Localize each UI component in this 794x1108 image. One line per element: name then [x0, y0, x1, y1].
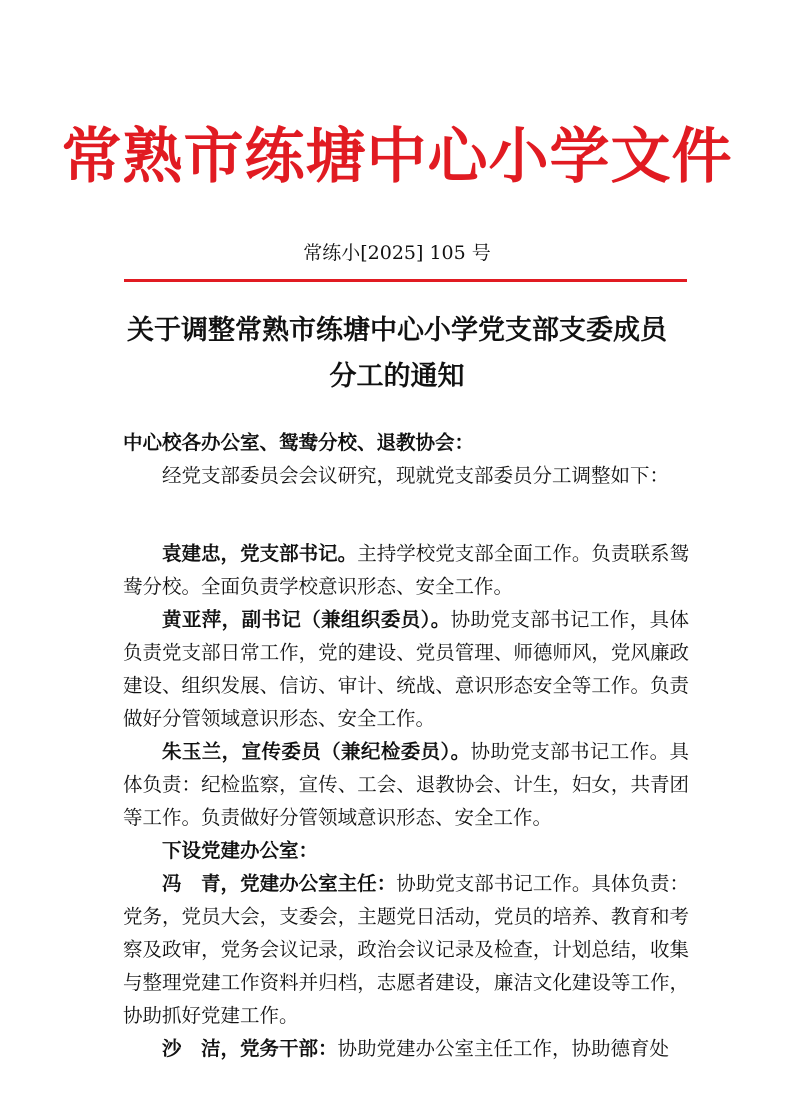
office-member-name-role-2: 沙 洁，党务干部：	[162, 1037, 338, 1060]
sub-office-heading: 下设党建办公室：	[162, 839, 319, 862]
member-name-role-2: 黄亚萍，副书记（兼组织委员）。	[162, 608, 451, 631]
notice-title	[60, 308, 734, 400]
document-header-title: 常熟市练塘中心小学文件	[61, 122, 733, 192]
red-divider-line	[124, 279, 687, 282]
member-duties-2: 协助党支部书记工作，具体负责党支部日常工作，党的建设、党员管理、师德师风，党风廉政建设、组织发展、信访、审计、统战、意识形态安全等工作。负责做好分管领域意识形态、安全工作。	[123, 608, 689, 730]
notice-title-line-1: 关于调整常熟市练塘中心小学党支部支委成员	[127, 315, 667, 346]
recipients-line: 中心校各办公室、鸳鸯分校、退教协会：	[123, 431, 475, 454]
notice-body	[123, 426, 689, 1065]
office-member-paragraph-1	[123, 867, 689, 1032]
office-member-duties-1: 协助党支部书记工作。具体负责：党务，党员大会，支委会，主题党日活动，党员的培养、教育和考察及政审，党务会议记录，政治会议记录及检查，计划总结，收集与整理党建工作资料并归档，志愿者建设，廉洁文化建设等工作，协助抓好党建工作。	[123, 872, 689, 1027]
member-duties-1: 主持学校党支部全面工作。负责联系鸳鸯分校。全面负责学校意识形态、安全工作。	[123, 542, 689, 598]
paragraph-gap	[123, 492, 689, 537]
member-duties-3: 协助党支部书记工作。具体负责：纪检监察，宣传、工会、退教协会、计生，妇女，共青团等工作。负责做好分管领域意识形态、安全工作。	[123, 740, 689, 829]
office-member-paragraph-2	[123, 1032, 689, 1065]
notice-title-line-2: 分工的通知	[329, 361, 465, 392]
member-paragraph-2	[123, 603, 689, 735]
member-name-role-1: 袁建忠，党支部书记。	[162, 542, 358, 565]
document-number: 常练小[2025] 105 号	[303, 242, 491, 264]
member-name-role-3: 朱玉兰，宣传委员（兼纪检委员）。	[162, 740, 471, 763]
member-paragraph-1	[123, 537, 689, 603]
office-member-duties-2: 协助党建办公室主任工作，协助德育处	[337, 1037, 670, 1060]
member-paragraph-3	[123, 735, 689, 834]
intro-paragraph: 经党支部委员会会议研究，现就党支部委员分工调整如下：	[162, 464, 670, 487]
office-member-name-role-1: 冯 青，党建办公室主任：	[162, 872, 397, 895]
